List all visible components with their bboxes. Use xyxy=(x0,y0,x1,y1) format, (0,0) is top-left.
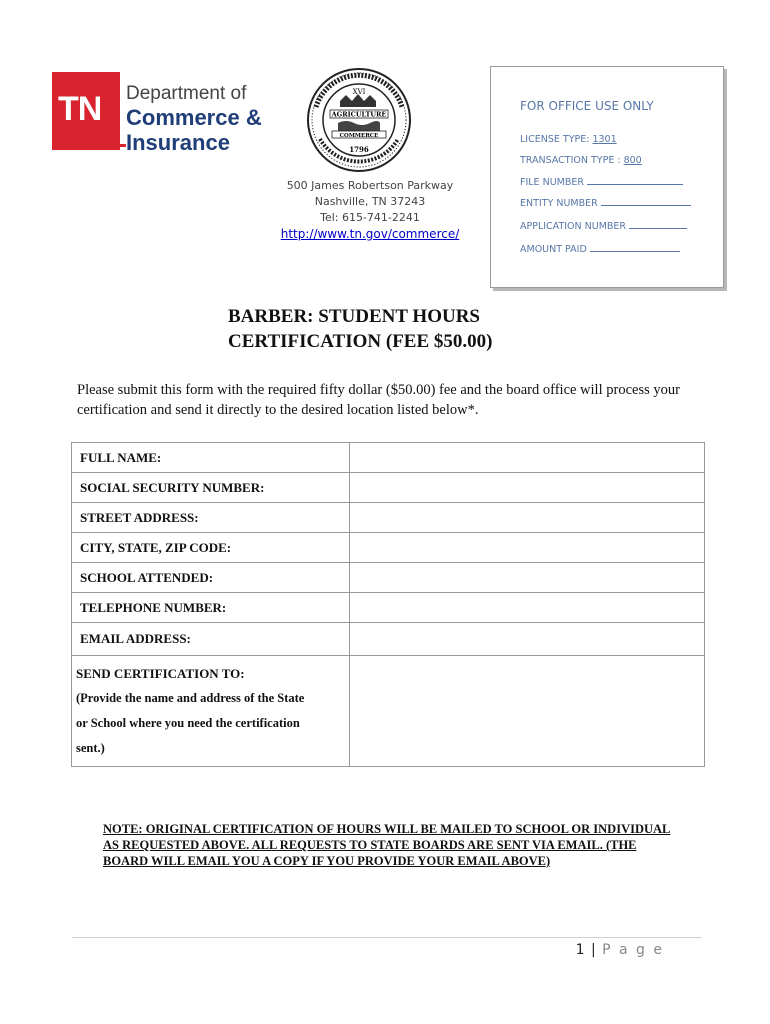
page-number-value: 1 xyxy=(575,942,586,958)
page-label: P a g e xyxy=(602,942,664,958)
license-type-value: 1301 xyxy=(592,134,617,145)
email-label: EMAIL ADDRESS: xyxy=(72,623,350,655)
amount-paid-row xyxy=(520,243,680,255)
application-number-row xyxy=(520,220,687,232)
office-use-title: FOR OFFICE USE ONLY xyxy=(520,99,654,113)
form-row-ssn xyxy=(72,473,704,503)
ssn-label: SOCIAL SECURITY NUMBER: xyxy=(72,473,350,502)
department-logo xyxy=(52,72,262,155)
transaction-type-row xyxy=(520,155,642,166)
file-number-label: FILE NUMBER xyxy=(520,177,584,188)
form-row-school xyxy=(72,563,704,593)
transaction-type-label: TRANSACTION TYPE : xyxy=(520,155,621,166)
send-to-instructions-2: or School where you need the certification xyxy=(76,716,300,730)
certification-form xyxy=(71,442,705,767)
page-separator: | xyxy=(590,942,597,958)
form-row-street xyxy=(72,503,704,533)
seal-center-word: AGRICULTURE xyxy=(331,110,387,119)
email-field[interactable] xyxy=(350,623,704,655)
school-attended-field[interactable] xyxy=(350,563,704,592)
file-number-field[interactable] xyxy=(587,176,683,185)
ssn-field[interactable] xyxy=(350,473,704,502)
form-row-telephone xyxy=(72,593,704,623)
city-state-zip-label: CITY, STATE, ZIP CODE: xyxy=(72,533,350,562)
application-number-field[interactable] xyxy=(629,220,687,229)
tn-badge-text: TN xyxy=(58,90,102,128)
license-type-label: LICENSE TYPE: xyxy=(520,134,590,145)
agency-website-link[interactable]: http://www.tn.gov/commerce/ xyxy=(280,227,460,241)
send-certification-label xyxy=(72,656,350,766)
license-type-row xyxy=(520,134,617,145)
amount-paid-label: AMOUNT PAID xyxy=(520,244,587,255)
agency-address xyxy=(270,178,470,242)
send-to-instructions-3: sent.) xyxy=(76,741,105,755)
transaction-type-value: 800 xyxy=(623,155,642,166)
file-number-row xyxy=(520,176,683,188)
mailing-note: NOTE: ORIGINAL CERTIFICATION OF HOURS WILL BE MAILED TO SCHOOL OR INDIVIDUAL AS REQUESTED ABOVE. ALL REQUESTS TO STATE BOARDS ARE SENT VIA EMAIL. (THE BOARD WILL EMAIL YOU A COPY IF YOU PROVIDE YOUR EMAIL ABOVE) xyxy=(103,822,671,868)
seal-numeral: XVI xyxy=(352,88,366,96)
application-number-label: APPLICATION NUMBER xyxy=(520,221,627,232)
logo-text xyxy=(126,84,262,154)
document-title xyxy=(228,304,568,354)
seal-year: 1796 xyxy=(349,145,369,154)
city-state-zip-field[interactable] xyxy=(350,533,704,562)
form-row-city xyxy=(72,533,704,563)
office-use-box xyxy=(490,66,724,288)
form-row-send-to xyxy=(72,656,704,767)
address-city: Nashville, TN 37243 xyxy=(314,195,426,208)
page-number xyxy=(576,942,664,958)
full-name-field[interactable] xyxy=(350,443,704,472)
form-row-email xyxy=(72,623,704,656)
entity-number-row xyxy=(520,197,691,209)
instructions-paragraph: Please submit this form with the required fifty dollar ($50.00) fee and the board office will process your certification and send it directly to the desired location listed below*. xyxy=(77,382,680,418)
footer-divider xyxy=(72,937,702,938)
logo-line-3: Insurance xyxy=(126,130,230,155)
entity-number-label: ENTITY NUMBER xyxy=(520,198,598,209)
school-attended-label: SCHOOL ATTENDED: xyxy=(72,563,350,592)
logo-line-1: Department of xyxy=(126,83,247,104)
street-address-label: STREET ADDRESS: xyxy=(72,503,350,532)
logo-line-2: Commerce & xyxy=(126,105,262,130)
seal-bottom-word: COMMERCE xyxy=(339,133,379,139)
tn-badge xyxy=(52,72,120,150)
send-to-heading: SEND CERTIFICATION TO: xyxy=(76,666,245,681)
state-seal-icon xyxy=(306,67,412,173)
send-to-instructions-1: (Provide the name and address of the State xyxy=(76,691,305,705)
full-name-label: FULL NAME: xyxy=(72,443,350,472)
form-row-full-name xyxy=(72,443,704,473)
address-street: 500 James Robertson Parkway xyxy=(286,179,454,192)
title-line-1: BARBER: STUDENT HOURS xyxy=(228,306,480,327)
address-phone: Tel: 615-741-2241 xyxy=(320,211,420,224)
title-line-2: CERTIFICATION (FEE $50.00) xyxy=(228,331,493,352)
street-address-field[interactable] xyxy=(350,503,704,532)
telephone-field[interactable] xyxy=(350,593,704,622)
send-certification-field[interactable] xyxy=(350,656,704,766)
telephone-label: TELEPHONE NUMBER: xyxy=(72,593,350,622)
entity-number-field[interactable] xyxy=(601,197,691,206)
amount-paid-field[interactable] xyxy=(590,243,680,252)
